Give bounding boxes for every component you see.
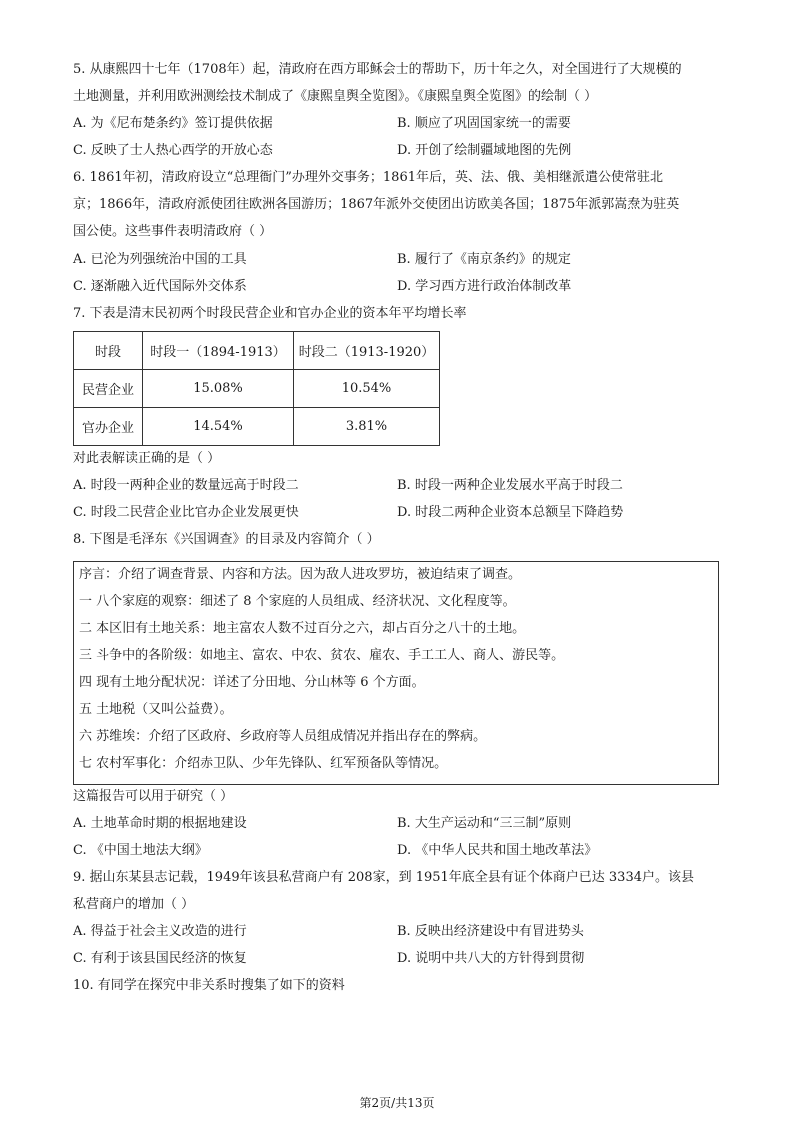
q7-option-c: C. 时段二民营企业比官办企业发展更快	[73, 505, 299, 520]
q6-stem-line-2: 京；1866年，清政府派使团往欧洲各国游历；1867年派外交使团出访欧美各国；1875年派郭嵩焘为驻英	[73, 197, 680, 212]
q7-option-b: B. 时段一两种企业发展水平高于时段二	[397, 478, 623, 493]
q8-option-b: B. 大生产运动和“三三制”原则	[397, 816, 572, 831]
table-header-cell: 时段一（1894-1913）	[143, 332, 294, 370]
contents-line: 一 八个家庭的观察：细述了 8 个家庭的人员组成、经济状况、文化程度等。	[79, 594, 516, 609]
table-cell: 3.81%	[294, 408, 440, 446]
table-cell: 官办企业	[74, 408, 143, 446]
q9-option-d: D. 说明中共八大的方针得到贯彻	[397, 951, 585, 966]
q7-stem: 7. 下表是清末民初两个时段民营企业和官办企业的资本年平均增长率	[73, 306, 467, 321]
contents-line: 六 苏维埃：介绍了区政府、乡政府等人员组成情况并指出存在的弊病。	[79, 729, 487, 744]
contents-line: 五 土地税（又叫公益费）。	[79, 702, 233, 717]
q6-option-b: B. 履行了《南京条约》的规定	[397, 252, 571, 267]
contents-line: 七 农村军事化：介绍赤卫队、少年先锋队、红军预备队等情况。	[79, 756, 448, 771]
table-header-row	[74, 332, 440, 370]
q9-option-a: A. 得益于社会主义改造的进行	[73, 924, 247, 939]
page-number-footer: 第2页/共13页	[359, 1096, 435, 1110]
table-cell: 15.08%	[143, 370, 294, 408]
q8-stem: 8. 下图是毛泽东《兴国调查》的目录及内容简介（ ）	[73, 532, 380, 547]
q5-stem-line-1: 5. 从康熙四十七年（1708年）起，清政府在西方耶稣会士的帮助下，历十年之久，对全国进行了大规模的	[73, 62, 682, 77]
q5-option-b: B. 顺应了巩固国家统一的需要	[397, 116, 571, 131]
q8-option-a: A. 土地革命时期的根据地建设	[73, 816, 247, 831]
q9-stem-line-1: 9. 据山东某县志记载，1949年该县私营商户有 208家，到 1951年底全县有证个体商户已达 3334户。该县	[73, 870, 694, 885]
q9-stem-line-2: 私营商户的增加（ ）	[73, 897, 195, 912]
table-header-cell: 时段	[74, 332, 143, 370]
q8-option-c: C. 《中国土地法大纲》	[73, 843, 208, 858]
q5-stem-line-2: 土地测量，并利用欧洲测绘技术制成了《康熙皇舆全览图》。《康熙皇舆全览图》的绘制（ ）	[73, 89, 598, 104]
q7-question: 对此表解读正确的是（ ）	[73, 451, 221, 466]
growth-rate-table	[73, 331, 440, 446]
q6-stem-line-3: 国公使。这些事件表明清政府（ ）	[73, 224, 273, 239]
q6-option-d: D. 学习西方进行政治体制改革	[397, 279, 572, 294]
q6-option-c: C. 逐渐融入近代国际外交体系	[73, 279, 247, 294]
table-cell: 14.54%	[143, 408, 294, 446]
contents-line: 四 现有土地分配状况：详述了分田地、分山林等 6 个方面。	[79, 675, 425, 690]
q7-option-d: D. 时段二两种企业资本总额呈下降趋势	[397, 505, 624, 520]
q5-option-d: D. 开创了绘制疆域地图的先例	[397, 143, 572, 158]
q6-option-a: A. 已沦为列强统治中国的工具	[73, 252, 247, 267]
table-header-cell: 时段二（1913-1920）	[294, 332, 440, 370]
table-row	[74, 408, 440, 446]
table-row	[74, 370, 440, 408]
table-cell: 民营企业	[74, 370, 143, 408]
q7-option-a: A. 时段一两种企业的数量远高于时段二	[73, 478, 299, 493]
q8-option-d: D. 《中华人民共和国土地改革法》	[397, 843, 598, 858]
q5-option-c: C. 反映了士人热心西学的开放心态	[73, 143, 273, 158]
contents-line: 二 本区旧有土地关系：地主富农人数不过百分之六，却占百分之八十的土地。	[79, 621, 526, 636]
q8-question: 这篇报告可以用于研究（ ）	[73, 789, 234, 804]
contents-line: 序言：介绍了调查背景、内容和方法。因为敌人进攻罗坊，被迫结束了调查。	[79, 567, 522, 582]
contents-line: 三 斗争中的各阶级：如地主、富农、中农、贫农、雇农、手工工人、商人、游民等。	[79, 648, 565, 663]
q10-stem: 10. 有同学在探究中非关系时搜集了如下的资料	[73, 978, 345, 993]
xingguo-survey-contents-box	[73, 561, 719, 785]
q6-stem-line-1: 6. 1861年初，清政府设立“总理衙门”办理外交事务；1861年后，英、法、俄、美相继派遣公使常驻北	[73, 170, 663, 185]
q5-option-a: A. 为《尼布楚条约》签订提供依据	[73, 116, 273, 131]
q9-option-c: C. 有利于该县国民经济的恢复	[73, 951, 247, 966]
q9-option-b: B. 反映出经济建设中有冒进势头	[397, 924, 584, 939]
table-cell: 10.54%	[294, 370, 440, 408]
